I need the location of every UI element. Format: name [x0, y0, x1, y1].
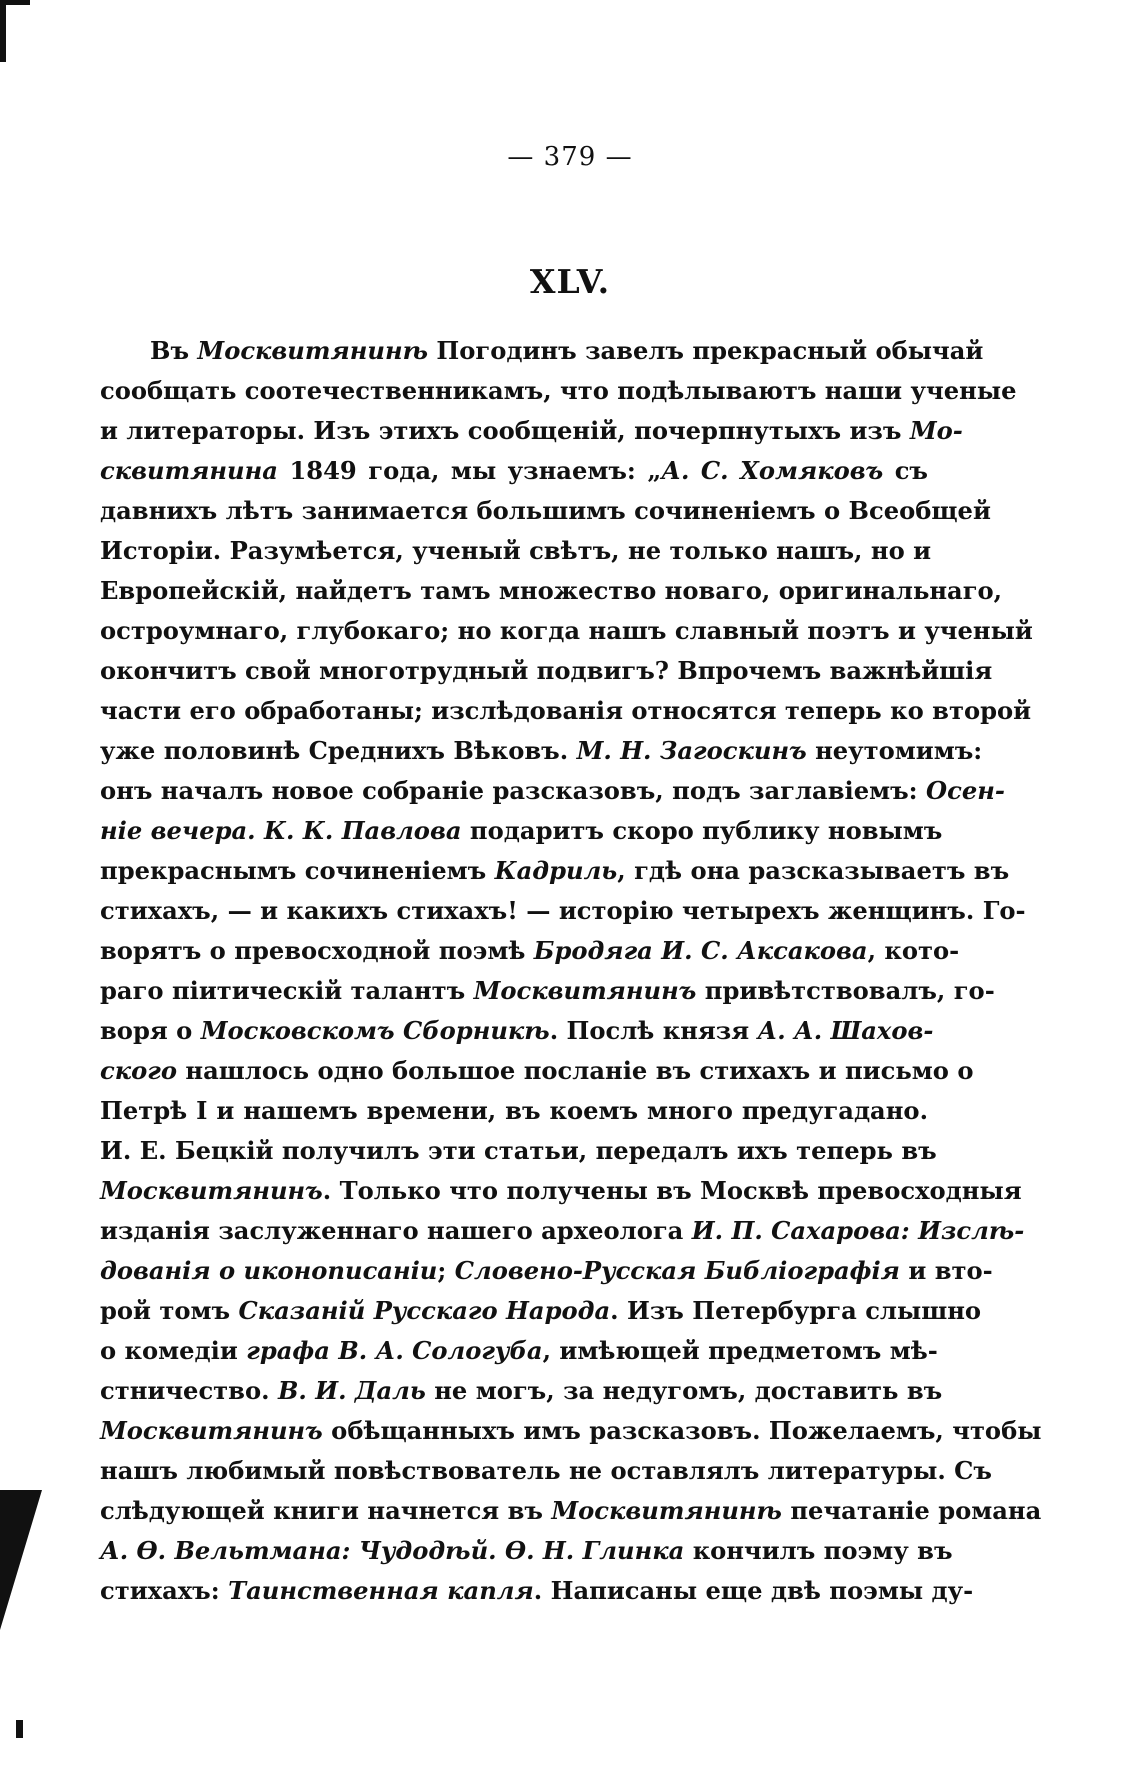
- italic-segment: сквитянина: [100, 456, 278, 485]
- text-line: [100, 1571, 974, 1611]
- text-segment: части его обработаны; изслѣдованія относятся теперь ко второй: [100, 696, 1032, 725]
- text-segment: . Послѣ князя: [549, 1016, 758, 1045]
- text-line: [100, 971, 995, 1011]
- text-segment: слѣдующей книги начнется въ: [100, 1496, 552, 1525]
- text-segment: и вто-: [899, 1256, 993, 1285]
- text-segment: Въ: [150, 336, 198, 365]
- text-segment: стихахъ:: [100, 1576, 229, 1605]
- text-segment: привѣтствовалъ, го-: [696, 976, 995, 1005]
- text-line: [100, 891, 1026, 931]
- scan-edge-mark-top: [0, 0, 6, 62]
- text-line: [100, 1171, 1022, 1211]
- text-line: [100, 451, 928, 491]
- italic-segment: Москвитянинъ: [100, 1176, 323, 1205]
- text-segment: И. Е. Бецкій получилъ эти статьи, передалъ ихъ теперь въ: [100, 1136, 937, 1165]
- text-line: [100, 1451, 992, 1491]
- text-segment: Исторіи. Разумѣется, ученый свѣтъ, не только нашъ, но и: [100, 536, 932, 565]
- italic-segment: Москвитянинѣ: [197, 336, 428, 365]
- text-segment: , кото-: [867, 936, 960, 965]
- text-segment: о комедіи: [100, 1336, 247, 1365]
- text-line: [100, 491, 991, 531]
- text-line: [100, 1331, 938, 1371]
- italic-segment: ніе вечера. К. К. Павлова: [100, 816, 462, 845]
- text-line: [100, 851, 1010, 891]
- text-line: [100, 691, 1032, 731]
- text-segment: онъ началъ новое собраніе разсказовъ, подъ заглавіемъ:: [100, 776, 927, 805]
- text-line: [100, 1131, 937, 1171]
- text-segment: раго піитическій талантъ: [100, 976, 474, 1005]
- text-line: [100, 1051, 974, 1091]
- text-line: [100, 771, 1005, 811]
- text-segment: не могъ, за недугомъ, доставить въ: [425, 1376, 943, 1405]
- text-segment: , имѣющей предметомъ мѣ-: [542, 1336, 938, 1365]
- text-segment: 1849 года, мы узнаемъ: „: [277, 456, 662, 485]
- text-segment: и литераторы. Изъ этихъ сообщеній, почерпнутыхъ изъ: [100, 416, 910, 445]
- text-segment: Европейскій, найдетъ тамъ множество новаго, оригинальнаго,: [100, 576, 1003, 605]
- chapter-title: XLV.: [529, 262, 611, 301]
- text-segment: обѣщанныхъ имъ разсказовъ. Пожелаемъ, чтобы: [322, 1416, 1042, 1445]
- text-line: [100, 1491, 1042, 1531]
- text-line: [100, 1531, 953, 1571]
- italic-segment: ского: [100, 1056, 177, 1085]
- text-line: [100, 1011, 934, 1051]
- text-segment: нашъ любимый повѣствователь не оставлялъ литературы. Съ: [100, 1456, 992, 1485]
- text-segment: ;: [437, 1256, 455, 1285]
- italic-segment: дованія о иконописаніи: [100, 1256, 438, 1285]
- text-segment: уже половинѣ Среднихъ Вѣковъ.: [100, 736, 577, 765]
- text-segment: . Изъ Петербурга слышно: [610, 1296, 982, 1325]
- body-paragraph: [100, 331, 1042, 1611]
- italic-segment: А. А. Шахов-: [757, 1016, 934, 1045]
- text-segment: нашлось одно большое посланіе въ стихахъ и письмо о: [176, 1056, 974, 1085]
- text-line: [100, 531, 932, 571]
- text-segment: . Написаны еще двѣ поэмы ду-: [533, 1576, 974, 1605]
- italic-segment: Москвитянинъ: [100, 1416, 323, 1445]
- text-segment: сообщать соотечественникамъ, что подѣлываютъ наши ученые: [100, 376, 1017, 405]
- text-segment: стничество.: [100, 1376, 278, 1405]
- italic-segment: А. Ѳ. Вельтмана: Чудодѣй. Ѳ. Н. Глинка: [100, 1536, 685, 1565]
- italic-segment: Мо-: [909, 416, 963, 445]
- text-segment: остроумнаго, глубокаго; но когда нашъ славный поэтъ и ученый: [100, 616, 1033, 645]
- text-segment: ворятъ о превосходной поэмѣ: [100, 936, 534, 965]
- text-segment: окончитъ свой многотрудный подвигъ? Впрочемъ важнѣйшія: [100, 656, 993, 685]
- text-segment: , гдѣ она разсказываетъ въ: [617, 856, 1010, 885]
- italic-segment: И. П. Сахарова: Изслѣ-: [691, 1216, 1025, 1245]
- text-line: [100, 731, 983, 771]
- text-segment: прекраснымъ сочиненіемъ: [100, 856, 495, 885]
- text-line: [100, 931, 960, 971]
- text-segment: подаритъ скоро публику новымъ: [461, 816, 943, 845]
- text-line: [100, 1091, 928, 1131]
- text-line: [100, 411, 963, 451]
- italic-segment: Сказаній Русскаго Народа: [238, 1296, 611, 1325]
- text-segment: изданія заслуженнаго нашего археолога: [100, 1216, 692, 1245]
- text-line: [100, 1251, 993, 1291]
- text-line: [100, 571, 1003, 611]
- text-segment: Погодинъ завелъ прекрасный обычай: [427, 336, 984, 365]
- text-segment: рой томъ: [100, 1296, 239, 1325]
- italic-segment: А. С. Хомяковъ: [661, 456, 884, 485]
- text-segment: неутомимъ:: [806, 736, 983, 765]
- italic-segment: М. Н. Загоскинъ: [576, 736, 807, 765]
- text-line: [100, 331, 984, 371]
- text-line: [100, 1211, 1025, 1251]
- text-segment: давнихъ лѣтъ занимается большимъ сочиненіемъ о Всеобщей: [100, 496, 991, 525]
- page-number: — 379 —: [507, 142, 633, 172]
- text-segment: печатаніе романа: [781, 1496, 1042, 1525]
- text-line: [100, 1291, 982, 1331]
- text-segment: стихахъ, — и какихъ стихахъ! — исторію четырехъ женщинъ. Го-: [100, 896, 1026, 925]
- italic-segment: Кадриль: [494, 856, 618, 885]
- italic-segment: В. И. Даль: [277, 1376, 426, 1405]
- italic-segment: Москвитянинѣ: [551, 1496, 782, 1525]
- text-line: [100, 1371, 943, 1411]
- italic-segment: графа В. А. Сологуба: [246, 1336, 543, 1365]
- italic-segment: Москвитянинъ: [473, 976, 697, 1005]
- italic-segment: Таинственная капля: [228, 1576, 534, 1605]
- text-segment: кончилъ поэму въ: [684, 1536, 953, 1565]
- scan-edge-mark-left: [0, 1490, 42, 1630]
- text-line: [100, 611, 1033, 651]
- text-line: [100, 811, 943, 851]
- text-segment: . Только что получены въ Москвѣ превосходныя: [322, 1176, 1022, 1205]
- italic-segment: Бродяга И. С. Аксакова: [533, 936, 868, 965]
- text-segment: воря о: [100, 1016, 201, 1045]
- scan-edge-tick-top: [0, 0, 30, 5]
- text-line: [100, 371, 1017, 411]
- text-segment: съ: [883, 456, 928, 485]
- text-segment: Петрѣ I и нашемъ времени, въ коемъ много предугадано.: [100, 1096, 928, 1125]
- italic-segment: Словено-Русская Библіографія: [454, 1256, 900, 1285]
- text-line: [100, 1411, 1042, 1451]
- italic-segment: Осен-: [926, 776, 1005, 805]
- text-line: [100, 651, 993, 691]
- scan-edge-mark-bottom: [16, 1720, 23, 1738]
- italic-segment: Московскомъ Сборникѣ: [200, 1016, 550, 1045]
